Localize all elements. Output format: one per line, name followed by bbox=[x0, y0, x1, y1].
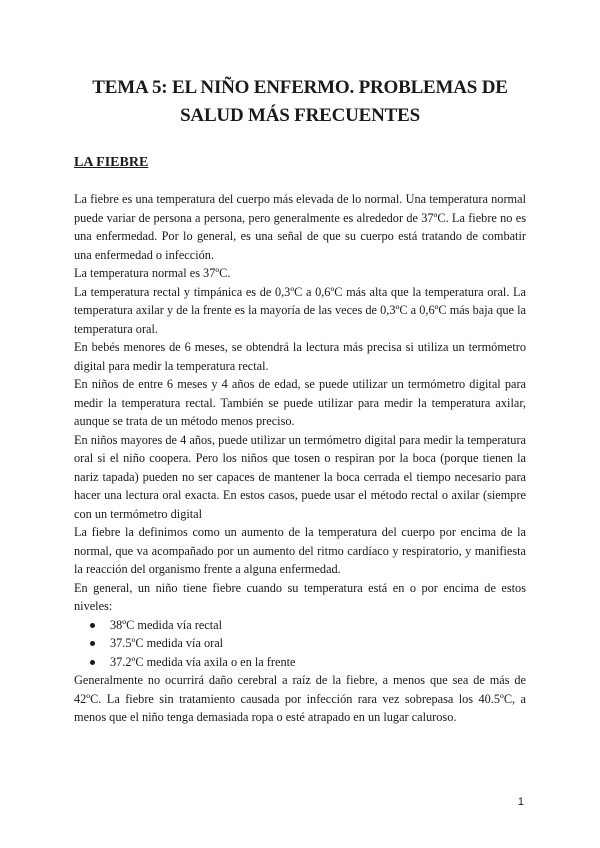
list-item bbox=[90, 616, 526, 635]
paragraph-older-children: En niños mayores de 4 años, puede utilizar un termómetro digital para medir la temperatura oral si el niño coopera. Pero los niños que tosen o respiran por la boca (porque tienen la nariz tapada) pueden no ser capaces de mantener la boca cerrada el tiempo necesario para hacer una lectura oral exacta. En estos casos, puede usar el método rectal o axilar (siempre con un termómetro digital bbox=[74, 432, 526, 521]
page-title bbox=[60, 74, 540, 130]
paragraph-fever-levels: En general, un niño tiene fiebre cuando su temperatura está en o por encima de estos niveles: bbox=[74, 580, 526, 613]
list-item-text: 38ºC medida vía rectal bbox=[110, 617, 223, 632]
title-line-2: SALUD MÁS FRECUENTES bbox=[180, 105, 420, 126]
fever-levels-list bbox=[74, 616, 526, 672]
list-item bbox=[90, 634, 526, 653]
section-heading: LA FIEBRE bbox=[74, 155, 149, 170]
bullet-icon bbox=[90, 641, 95, 646]
list-item-text: 37.2ºC medida vía axila o en la frente bbox=[110, 654, 296, 669]
title-line-1: TEMA 5: EL NIÑO ENFERMO. PROBLEMAS DE bbox=[92, 77, 508, 98]
body-text bbox=[74, 190, 526, 727]
paragraph-fever-definition: La fiebre la definimos como un aumento de la temperatura del cuerpo por encima de la normal, que va acompañado por un aumento del ritmo cardíaco y respiratorio, y manifiesta la reacción del organismo frente a alguna enfermedad. bbox=[74, 525, 526, 576]
paragraph-closing: Generalmente no ocurrirá daño cerebral a raíz de la fiebre, a menos que sea de más de 42ºC. La fiebre sin tratamiento causada por infección rara vez sobrepasa los 40.5ºC, a menos que el niño tenga demasiada ropa o esté atrapado en un lugar caluroso. bbox=[74, 673, 526, 724]
paragraph-definition: La fiebre es una temperatura del cuerpo más elevada de lo normal. Una temperatura normal puede variar de persona a persona, pero generalmente es alrededor de 37ºC. La fiebre no es una enfermedad. Por lo general, es una señal de que su cuerpo está tratando de combatir una enfermedad o infección. bbox=[74, 192, 526, 262]
paragraph-rectal-tympanic: La temperatura rectal y timpánica es de 0,3ºC a 0,6ºC más alta que la temperatura oral. La temperatura axilar y de la frente es la mayoría de las veces de 0,3ºC a 0,6ºC más baja que la temperatura oral. bbox=[74, 284, 526, 336]
bullet-icon bbox=[90, 660, 95, 665]
paragraph-toddlers: En niños de entre 6 meses y 4 años de edad, se puede utilizar un termómetro digital para medir la temperatura rectal. También se puede utilizar para medir la temperatura axilar, aunque se trata de un método menos preciso. bbox=[74, 377, 526, 428]
bullet-icon bbox=[90, 623, 95, 628]
page-number: 1 bbox=[517, 796, 524, 808]
paragraph-babies: En bebés menores de 6 meses, se obtendrá la lectura más precisa si utiliza un termómetro digital para medir la temperatura rectal. bbox=[74, 340, 526, 373]
list-item-text: 37.5ºC medida vía oral bbox=[110, 636, 224, 650]
paragraph-normal-temp: La temperatura normal es 37ºC. bbox=[74, 266, 231, 280]
list-item bbox=[90, 653, 526, 672]
